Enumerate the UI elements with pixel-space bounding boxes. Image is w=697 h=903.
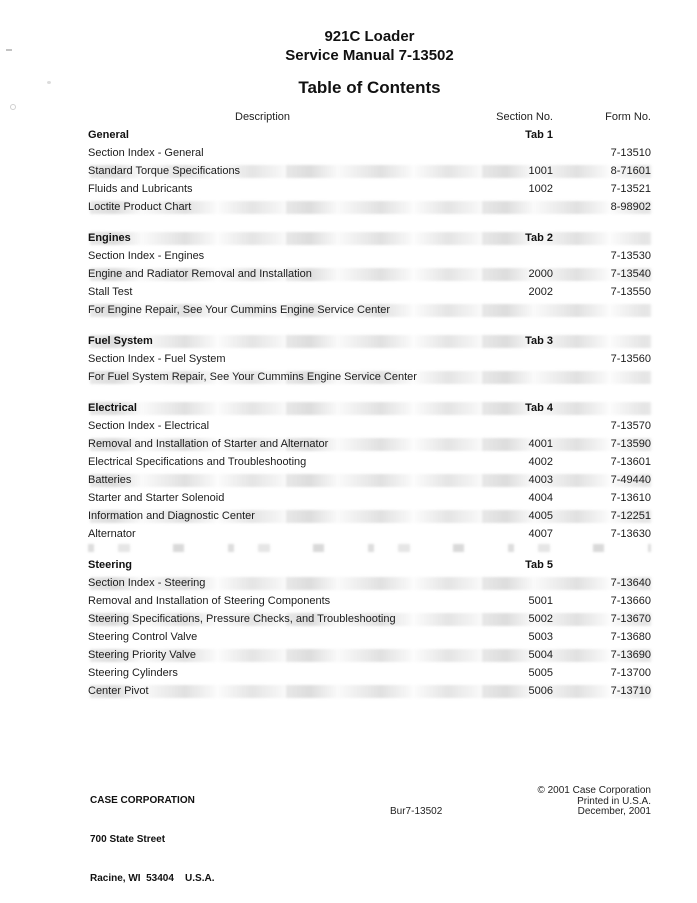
toc-section-title: General xyxy=(88,129,129,141)
copyright-line: © 2001 Case Corporation xyxy=(537,785,651,796)
toc-entry-form-no: 7-13530 xyxy=(610,250,651,262)
toc-entry-title: For Fuel System Repair, See Your Cummins Engine Service Center xyxy=(88,371,417,383)
toc-entry-title: Section Index - Electrical xyxy=(88,420,210,432)
toc-entry-title: Stall Test xyxy=(88,286,133,298)
toc-entry-title: Electrical Specifications and Troubleshooting xyxy=(88,456,307,468)
toc-section-tab: Tab 3 xyxy=(525,335,553,347)
toc-section-form-blank xyxy=(553,229,651,247)
toc-section-form-blank xyxy=(553,332,651,350)
toc-row xyxy=(88,682,651,700)
toc-section-form-blank xyxy=(553,556,651,574)
toc-row xyxy=(88,574,651,592)
toc-entry-section-no xyxy=(478,417,553,435)
toc-column-headers xyxy=(88,108,651,126)
toc-entry-section-no xyxy=(478,301,553,319)
date-line: December, 2001 xyxy=(577,806,651,817)
title-block xyxy=(88,27,651,98)
toc-entry-section-no: 5003 xyxy=(528,631,553,643)
toc-entry-title: Section Index - Engines xyxy=(88,250,205,262)
toc-row xyxy=(88,417,651,435)
publisher-city: Racine, WI 53404 U.S.A. xyxy=(90,873,215,884)
toc-entry-section-no xyxy=(478,247,553,265)
toc-section-tab: Tab 5 xyxy=(525,559,553,571)
toc-entry-section-no xyxy=(478,144,553,162)
toc-entry-section-no: 1001 xyxy=(528,165,553,177)
publisher-street: 700 State Street xyxy=(90,834,166,845)
toc-row xyxy=(88,247,651,265)
toc-entry-section-no: 1002 xyxy=(528,183,553,195)
toc-row xyxy=(88,507,651,525)
toc-entry-form-no: 7-13610 xyxy=(610,492,651,504)
toc-entry-form-no: 7-12251 xyxy=(610,510,651,522)
toc-entry-form-no: 7-13570 xyxy=(610,420,651,432)
toc-entry-title: Removal and Installation of Starter and Alternator xyxy=(88,438,329,450)
toc-entry-form-no: 7-13601 xyxy=(610,456,651,468)
toc-entry-section-no xyxy=(478,350,553,368)
toc-entry-section-no: 2000 xyxy=(528,268,553,280)
publisher-address-block xyxy=(90,768,215,903)
toc-row xyxy=(88,301,651,319)
toc-row xyxy=(88,489,651,507)
toc-section-form-blank xyxy=(553,126,651,144)
toc-entry-title: Section Index - General xyxy=(88,147,204,159)
toc-entry-title: Steering Control Valve xyxy=(88,631,198,643)
col-header-section-no: Section No. xyxy=(496,111,553,123)
toc-section-tab: Tab 2 xyxy=(525,232,553,244)
toc-entry-section-no xyxy=(478,198,553,216)
toc-entry-title: Section Index - Fuel System xyxy=(88,353,226,365)
toc-entry-form-no: 7-13690 xyxy=(610,649,651,661)
toc-entry-form-no xyxy=(553,368,651,386)
toc-entry-form-no: 7-13710 xyxy=(610,685,651,697)
toc-row xyxy=(88,628,651,646)
toc-row xyxy=(88,646,651,664)
toc-entry-form-no: 8-71601 xyxy=(610,165,651,177)
toc-entry-section-no: 5004 xyxy=(528,649,553,661)
toc-entry-title: Section Index - Steering xyxy=(88,577,206,589)
toc-entry-section-no: 4005 xyxy=(528,510,553,522)
copyright-block xyxy=(537,786,651,818)
toc-entry-form-no: 7-13630 xyxy=(610,528,651,540)
toc-section xyxy=(88,556,651,700)
manual-title-line1: 921C Loader xyxy=(324,28,415,45)
toc-section-title: Electrical xyxy=(88,402,137,414)
document-number: Bur7-13502 xyxy=(390,806,443,817)
toc-entry-title: Steering Specifications, Pressure Checks, and Troubleshooting xyxy=(88,613,396,625)
col-header-description: Description xyxy=(235,111,291,123)
toc-row xyxy=(88,664,651,682)
toc-entry-title: Loctite Product Chart xyxy=(88,201,192,213)
toc-entry-form-no: 7-13560 xyxy=(610,353,651,365)
toc-entry-title: Fluids and Lubricants xyxy=(88,183,193,195)
toc-section xyxy=(88,332,651,386)
toc-row xyxy=(88,180,651,198)
manual-title-line2: Service Manual 7-13502 xyxy=(285,47,454,64)
toc-section-header-row xyxy=(88,229,651,247)
toc-section xyxy=(88,399,651,543)
toc-entry-form-no: 7-13590 xyxy=(610,438,651,450)
toc-entry-title: Center Pivot xyxy=(88,685,149,697)
toc-entry-title: Steering Cylinders xyxy=(88,667,178,679)
toc-entry-section-no: 4002 xyxy=(528,456,553,468)
toc-section-title: Steering xyxy=(88,559,133,571)
toc-row xyxy=(88,610,651,628)
toc-entry-section-no: 2002 xyxy=(528,286,553,298)
toc-section-form-blank xyxy=(553,399,651,417)
toc-entry-form-no: 8-98902 xyxy=(610,201,651,213)
scan-speck xyxy=(47,81,51,84)
toc-entry-section-no: 5006 xyxy=(528,685,553,697)
toc-entry-form-no: 7-49440 xyxy=(610,474,651,486)
toc-entry-section-no xyxy=(478,368,553,386)
publisher-name: CASE CORPORATION xyxy=(90,795,195,806)
toc-section-header-row xyxy=(88,332,651,350)
toc-entry-form-no: 7-13521 xyxy=(610,183,651,195)
page-heading: Table of Contents xyxy=(298,78,441,97)
toc-sections xyxy=(88,126,651,700)
scan-speck xyxy=(6,49,12,51)
toc-entry-section-no: 4007 xyxy=(528,528,553,540)
toc-entry-section-no: 4003 xyxy=(528,474,553,486)
toc-row xyxy=(88,471,651,489)
toc-entry-form-no: 7-13660 xyxy=(610,595,651,607)
toc-table xyxy=(88,108,651,700)
toc-section-title: Fuel System xyxy=(88,335,153,347)
toc-entry-form-no: 7-13640 xyxy=(610,577,651,589)
toc-row xyxy=(88,368,651,386)
toc-section xyxy=(88,126,651,216)
toc-entry-title: Standard Torque Specifications xyxy=(88,165,241,177)
toc-entry-title: Batteries xyxy=(88,474,132,486)
toc-entry-form-no xyxy=(553,301,651,319)
toc-entry-form-no: 7-13680 xyxy=(610,631,651,643)
toc-row xyxy=(88,198,651,216)
toc-entry-form-no: 7-13540 xyxy=(610,268,651,280)
toc-entry-title: Starter and Starter Solenoid xyxy=(88,492,225,504)
toc-row xyxy=(88,435,651,453)
toc-section-header-row xyxy=(88,556,651,574)
toc-entry-section-no: 4004 xyxy=(528,492,553,504)
toc-row xyxy=(88,592,651,610)
toc-section-header-row xyxy=(88,126,651,144)
toc-entry-form-no: 7-13550 xyxy=(610,286,651,298)
toc-entry-title: Steering Priority Valve xyxy=(88,649,197,661)
toc-section-title: Engines xyxy=(88,232,131,244)
toc-entry-section-no: 4001 xyxy=(528,438,553,450)
scan-speck xyxy=(10,104,16,110)
printed-line: Printed in U.S.A. xyxy=(577,795,651,807)
toc-entry-title: Engine and Radiator Removal and Installation xyxy=(88,268,312,280)
toc-entry-title: Removal and Installation of Steering Components xyxy=(88,595,331,607)
toc-section-tab: Tab 1 xyxy=(525,129,553,141)
toc-entry-section-no: 5005 xyxy=(528,667,553,679)
toc-entry-form-no: 7-13700 xyxy=(610,667,651,679)
toc-section xyxy=(88,229,651,319)
toc-row xyxy=(88,525,651,543)
toc-section-header-row xyxy=(88,399,651,417)
toc-row xyxy=(88,162,651,180)
toc-entry-form-no: 7-13510 xyxy=(610,147,651,159)
toc-entry-title: For Engine Repair, See Your Cummins Engine Service Center xyxy=(88,304,391,316)
toc-row xyxy=(88,453,651,471)
col-header-form-no: Form No. xyxy=(605,111,651,123)
toc-section-tab: Tab 4 xyxy=(525,402,553,414)
toc-entry-section-no: 5001 xyxy=(528,595,553,607)
toc-entry-title: Alternator xyxy=(88,528,136,540)
toc-row xyxy=(88,350,651,368)
toc-row xyxy=(88,283,651,301)
toc-entry-title: Information and Diagnostic Center xyxy=(88,510,255,522)
toc-row xyxy=(88,265,651,283)
toc-row xyxy=(88,144,651,162)
toc-entry-section-no xyxy=(478,574,553,592)
toc-entry-section-no: 5002 xyxy=(528,613,553,625)
toc-entry-form-no: 7-13670 xyxy=(610,613,651,625)
